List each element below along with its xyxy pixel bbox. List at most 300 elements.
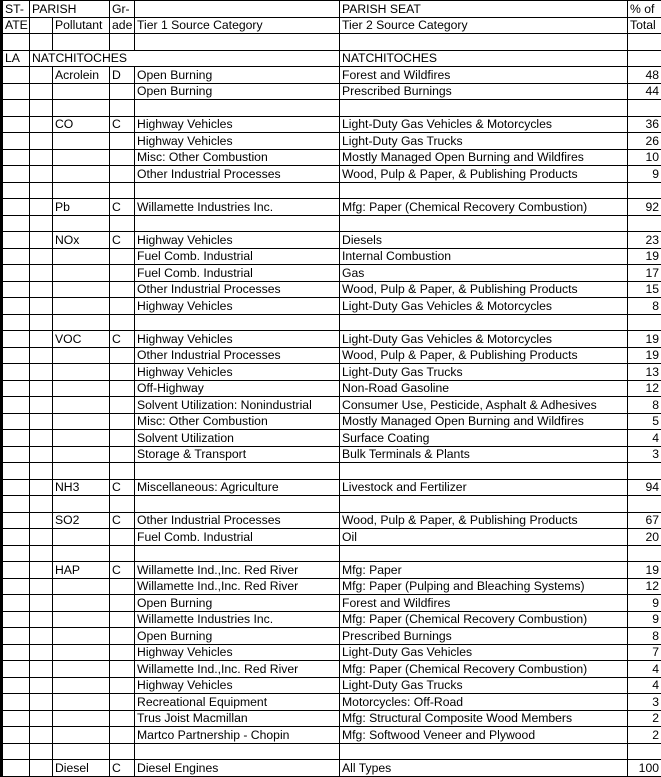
state-cell — [2, 281, 30, 298]
empty-cell — [53, 215, 110, 232]
tier2-cell: Surface Coating — [340, 430, 628, 447]
empty-cell — [2, 100, 30, 117]
tier1-cell: Willamette Ind.,Inc. Red River — [135, 578, 340, 595]
pct-cell: 15 — [628, 281, 661, 298]
pct-cell: 13 — [628, 364, 661, 381]
state-cell — [2, 248, 30, 265]
blank-row — [2, 100, 661, 117]
grade-cell — [110, 149, 135, 166]
pct-cell: 19 — [628, 562, 661, 579]
tier2-cell: Mfg: Paper (Chemical Recovery Combustion) — [340, 199, 628, 216]
table-row — [2, 595, 661, 612]
table-row — [2, 265, 661, 282]
empty-cell — [2, 314, 30, 331]
pollutant-cell: CO — [53, 116, 110, 133]
location-parish-seat: NATCHITOCHES — [340, 50, 628, 67]
empty-cell — [135, 314, 340, 331]
parish-cell — [30, 265, 53, 282]
tier1-cell: Other Industrial Processes — [135, 166, 340, 183]
tier1-cell: Miscellaneous: Agriculture — [135, 479, 340, 496]
state-cell — [2, 364, 30, 381]
pollutant-cell — [53, 397, 110, 414]
empty-cell — [628, 314, 661, 331]
empty-cell — [30, 215, 53, 232]
parish-cell — [30, 67, 53, 84]
table-row — [2, 479, 661, 496]
pollutant-cell — [53, 644, 110, 661]
grade-cell — [110, 694, 135, 711]
empty-cell — [30, 545, 53, 562]
pct-cell: 26 — [628, 133, 661, 150]
state-cell — [2, 116, 30, 133]
header-row-2 — [2, 17, 661, 34]
pollutant-cell: HAP — [53, 562, 110, 579]
header-parish-seat: PARISH SEAT — [340, 1, 628, 18]
table-row — [2, 611, 661, 628]
blank-row — [2, 182, 661, 199]
empty-cell — [340, 182, 628, 199]
grade-cell: C — [110, 331, 135, 348]
parish-cell — [30, 430, 53, 447]
tier2-cell: Motorcycles: Off-Road — [340, 694, 628, 711]
table-row — [2, 512, 661, 529]
parish-cell — [30, 83, 53, 100]
empty-cell — [135, 496, 340, 513]
tier2-cell: Light-Duty Gas Vehicles & Motorcycles — [340, 116, 628, 133]
location-row — [2, 50, 661, 67]
grade-cell — [110, 628, 135, 645]
pct-cell: 3 — [628, 694, 661, 711]
location-state: LA — [2, 50, 30, 67]
state-cell — [2, 529, 30, 546]
blank-row — [2, 463, 661, 480]
empty-cell — [53, 314, 110, 331]
parish-cell — [30, 661, 53, 678]
tier2-cell: Mfg: Softwood Veneer and Plywood — [340, 727, 628, 744]
parish-cell — [30, 578, 53, 595]
tier1-cell: Storage & Transport — [135, 446, 340, 463]
pollutant-cell — [53, 446, 110, 463]
empty-cell — [53, 182, 110, 199]
empty-cell — [110, 743, 135, 760]
grade-cell: C — [110, 199, 135, 216]
blank-row — [2, 496, 661, 513]
parish-cell — [30, 529, 53, 546]
table-row — [2, 727, 661, 744]
empty-cell — [53, 743, 110, 760]
table-row — [2, 529, 661, 546]
empty-cell — [110, 100, 135, 117]
tier1-cell: Trus Joist Macmillan — [135, 710, 340, 727]
pct-cell: 9 — [628, 595, 661, 612]
pct-cell: 12 — [628, 578, 661, 595]
pollutant-cell — [53, 529, 110, 546]
parish-cell — [30, 364, 53, 381]
grade-cell — [110, 166, 135, 183]
pollutant-cell — [53, 265, 110, 282]
pollutant-cell — [53, 149, 110, 166]
table-row — [2, 67, 661, 84]
state-cell — [2, 397, 30, 414]
parish-cell — [30, 133, 53, 150]
tier1-cell: Open Burning — [135, 628, 340, 645]
state-cell — [2, 232, 30, 249]
grade-cell: C — [110, 512, 135, 529]
grade-cell — [110, 529, 135, 546]
pollutant-cell — [53, 166, 110, 183]
table-row — [2, 710, 661, 727]
table-row — [2, 413, 661, 430]
pct-cell: 92 — [628, 199, 661, 216]
state-cell — [2, 380, 30, 397]
tier2-cell: Mfg: Paper (Chemical Recovery Combustion) — [340, 661, 628, 678]
tier2-cell: Non-Road Gasoline — [340, 380, 628, 397]
tier2-cell: Oil — [340, 529, 628, 546]
table-row — [2, 166, 661, 183]
pct-cell: 9 — [628, 611, 661, 628]
table-row — [2, 298, 661, 315]
empty-cell — [110, 314, 135, 331]
tier1-cell: Fuel Comb. Industrial — [135, 529, 340, 546]
grade-cell — [110, 298, 135, 315]
pollutant-cell — [53, 413, 110, 430]
pct-cell: 19 — [628, 331, 661, 348]
state-cell — [2, 67, 30, 84]
tier2-cell: Gas — [340, 265, 628, 282]
empty-cell — [110, 215, 135, 232]
state-cell — [2, 413, 30, 430]
empty-cell — [628, 743, 661, 760]
pollutant-cell — [53, 677, 110, 694]
empty-cell — [53, 496, 110, 513]
header-pct-2: Total — [628, 17, 661, 34]
parish-cell — [30, 397, 53, 414]
tier1-cell: Willamette Industries Inc. — [135, 611, 340, 628]
tier2-cell: Wood, Pulp & Paper, & Publishing Products — [340, 347, 628, 364]
grade-cell: C — [110, 116, 135, 133]
tier2-cell: Prescribed Burnings — [340, 83, 628, 100]
pct-cell: 19 — [628, 347, 661, 364]
pollutant-cell — [53, 661, 110, 678]
grade-cell: C — [110, 760, 135, 777]
tier1-cell: Highway Vehicles — [135, 364, 340, 381]
pollutant-cell: Pb — [53, 199, 110, 216]
blank-row — [2, 743, 661, 760]
state-cell — [2, 644, 30, 661]
empty-cell — [110, 463, 135, 480]
pct-cell: 100 — [628, 760, 661, 777]
tier1-cell: Recreational Equipment — [135, 694, 340, 711]
tier1-cell: Fuel Comb. Industrial — [135, 248, 340, 265]
tier2-cell: Forest and Wildfires — [340, 595, 628, 612]
tier1-cell: Solvent Utilization — [135, 430, 340, 447]
tier2-cell: Light-Duty Gas Trucks — [340, 677, 628, 694]
tier2-cell: Livestock and Fertilizer — [340, 479, 628, 496]
pollutant-cell — [53, 694, 110, 711]
pollutant-cell — [53, 578, 110, 595]
pct-cell: 17 — [628, 265, 661, 282]
parish-cell — [30, 446, 53, 463]
tier2-cell: Wood, Pulp & Paper, & Publishing Products — [340, 512, 628, 529]
tier1-cell: Other Industrial Processes — [135, 512, 340, 529]
table-row — [2, 397, 661, 414]
pct-cell: 9 — [628, 166, 661, 183]
table-row — [2, 347, 661, 364]
pct-cell: 19 — [628, 248, 661, 265]
pct-cell: 23 — [628, 232, 661, 249]
parish-cell — [30, 562, 53, 579]
parish-cell — [30, 694, 53, 711]
grade-cell — [110, 644, 135, 661]
empty-cell — [340, 545, 628, 562]
table-row — [2, 380, 661, 397]
state-cell — [2, 611, 30, 628]
pct-cell: 20 — [628, 529, 661, 546]
empty-cell — [340, 743, 628, 760]
pct-cell: 94 — [628, 479, 661, 496]
table-row — [2, 562, 661, 579]
table-row — [2, 644, 661, 661]
table-row — [2, 133, 661, 150]
table-row — [2, 760, 661, 777]
table-row — [2, 232, 661, 249]
state-cell — [2, 298, 30, 315]
tier1-cell: Open Burning — [135, 595, 340, 612]
empty-cell — [2, 496, 30, 513]
parish-cell — [30, 199, 53, 216]
header-state-2: ATE — [2, 17, 30, 34]
parish-cell — [30, 248, 53, 265]
pollutant-cell — [53, 628, 110, 645]
tier1-cell: Highway Vehicles — [135, 116, 340, 133]
pollutant-cell — [53, 83, 110, 100]
tier1-cell: Willamette Industries Inc. — [135, 199, 340, 216]
pollutant-cell: SO2 — [53, 512, 110, 529]
pollutant-cell: VOC — [53, 331, 110, 348]
state-cell — [2, 83, 30, 100]
tier1-cell: Willamette Ind.,Inc. Red River — [135, 661, 340, 678]
empty-cell — [30, 34, 53, 51]
grade-cell — [110, 446, 135, 463]
header-state-1: ST- — [2, 1, 30, 18]
tier1-cell: Misc: Other Combustion — [135, 413, 340, 430]
header-grade-2: ade — [110, 17, 135, 34]
tier1-cell: Highway Vehicles — [135, 331, 340, 348]
empty-cell — [628, 34, 661, 51]
pct-cell: 12 — [628, 380, 661, 397]
tier2-cell: Mostly Managed Open Burning and Wildfires — [340, 149, 628, 166]
state-cell — [2, 479, 30, 496]
tier2-cell: Light-Duty Gas Trucks — [340, 133, 628, 150]
empty-cell — [53, 545, 110, 562]
header-parish-2 — [30, 17, 53, 34]
grade-cell: D — [110, 67, 135, 84]
pollutant-cell: Diesel — [53, 760, 110, 777]
grade-cell — [110, 661, 135, 678]
header-tier2: Tier 2 Source Category — [340, 17, 628, 34]
parish-cell — [30, 347, 53, 364]
grade-cell — [110, 133, 135, 150]
tier2-cell: All Types — [340, 760, 628, 777]
table-row — [2, 248, 661, 265]
table-row — [2, 116, 661, 133]
state-cell — [2, 347, 30, 364]
empty-cell — [2, 463, 30, 480]
pollutant-cell: NH3 — [53, 479, 110, 496]
header-row-1 — [2, 1, 661, 18]
empty-cell — [340, 100, 628, 117]
header-tier1: Tier 1 Source Category — [135, 17, 340, 34]
empty-cell — [2, 743, 30, 760]
tier1-cell: Off-Highway — [135, 380, 340, 397]
empty-cell — [135, 182, 340, 199]
state-cell — [2, 578, 30, 595]
parish-cell — [30, 413, 53, 430]
pct-cell: 4 — [628, 677, 661, 694]
table-row — [2, 364, 661, 381]
parish-cell — [30, 644, 53, 661]
empty-cell — [110, 496, 135, 513]
empty-cell — [30, 182, 53, 199]
empty-cell — [135, 545, 340, 562]
header-tier1-1 — [135, 1, 340, 18]
empty-cell — [53, 100, 110, 117]
table-row — [2, 331, 661, 348]
empty-cell — [135, 743, 340, 760]
pct-cell: 3 — [628, 446, 661, 463]
grade-cell — [110, 727, 135, 744]
pct-cell: 2 — [628, 727, 661, 744]
tier1-cell: Highway Vehicles — [135, 232, 340, 249]
state-cell — [2, 628, 30, 645]
pollutant-cell — [53, 347, 110, 364]
pct-cell: 5 — [628, 413, 661, 430]
grade-cell — [110, 83, 135, 100]
parish-cell — [30, 479, 53, 496]
state-cell — [2, 694, 30, 711]
state-cell — [2, 199, 30, 216]
pollutant-cell — [53, 248, 110, 265]
grade-cell — [110, 248, 135, 265]
pct-cell: 8 — [628, 298, 661, 315]
state-cell — [2, 760, 30, 777]
parish-cell — [30, 611, 53, 628]
table-row — [2, 628, 661, 645]
empty-cell — [340, 314, 628, 331]
pollutant-cell — [53, 133, 110, 150]
blank-row — [2, 34, 661, 51]
empty-cell — [30, 314, 53, 331]
empty-cell — [340, 34, 628, 51]
tier2-cell: Prescribed Burnings — [340, 628, 628, 645]
grade-cell — [110, 397, 135, 414]
empty-cell — [628, 215, 661, 232]
state-cell — [2, 727, 30, 744]
parish-cell — [30, 677, 53, 694]
table-row — [2, 83, 661, 100]
empty-cell — [340, 463, 628, 480]
empty-cell — [30, 100, 53, 117]
table-row — [2, 677, 661, 694]
empty-cell — [628, 100, 661, 117]
parish-cell — [30, 281, 53, 298]
empty-cell — [135, 100, 340, 117]
tier2-cell: Mfg: Paper — [340, 562, 628, 579]
parish-cell — [30, 760, 53, 777]
pollutant-cell — [53, 611, 110, 628]
parish-cell — [30, 331, 53, 348]
tier2-cell: Mfg: Structural Composite Wood Members — [340, 710, 628, 727]
tier2-cell: Bulk Terminals & Plants — [340, 446, 628, 463]
tier1-cell: Other Industrial Processes — [135, 347, 340, 364]
empty-cell — [110, 545, 135, 562]
grade-cell — [110, 611, 135, 628]
table-row — [2, 661, 661, 678]
grade-cell — [110, 578, 135, 595]
table-row — [2, 578, 661, 595]
parish-cell — [30, 232, 53, 249]
empty-cell — [110, 182, 135, 199]
table-row — [2, 694, 661, 711]
tier2-cell: Consumer Use, Pesticide, Asphalt & Adhesives — [340, 397, 628, 414]
pct-cell: 8 — [628, 628, 661, 645]
parish-cell — [30, 149, 53, 166]
empty-cell — [628, 182, 661, 199]
empty-cell — [628, 50, 661, 67]
grade-cell — [110, 677, 135, 694]
header-pollutant: Pollutant — [53, 17, 110, 34]
tier1-cell: Martco Partnership - Chopin — [135, 727, 340, 744]
empty-cell — [135, 463, 340, 480]
grade-cell — [110, 413, 135, 430]
parish-cell — [30, 512, 53, 529]
parish-cell — [30, 595, 53, 612]
tier1-cell: Open Burning — [135, 83, 340, 100]
tier2-cell: Mostly Managed Open Burning and Wildfires — [340, 413, 628, 430]
empty-cell — [30, 496, 53, 513]
parish-cell — [30, 298, 53, 315]
pollutant-cell — [53, 710, 110, 727]
state-cell — [2, 512, 30, 529]
header-grade-1: Gr- — [110, 1, 135, 18]
grade-cell — [110, 364, 135, 381]
tier2-cell: Forest and Wildfires — [340, 67, 628, 84]
empty-cell — [628, 463, 661, 480]
state-cell — [2, 430, 30, 447]
pollutant-cell: NOx — [53, 232, 110, 249]
table-row — [2, 446, 661, 463]
pct-cell: 4 — [628, 661, 661, 678]
header-pct-1: % of — [628, 1, 661, 18]
table-row — [2, 199, 661, 216]
grade-cell — [110, 380, 135, 397]
state-cell — [2, 677, 30, 694]
tier2-cell: Light-Duty Gas Vehicles & Motorcycles — [340, 298, 628, 315]
tier2-cell: Mfg: Paper (Pulping and Bleaching Systems) — [340, 578, 628, 595]
empty-cell — [2, 215, 30, 232]
pollutant-cell — [53, 430, 110, 447]
tier1-cell: Diesel Engines — [135, 760, 340, 777]
empty-cell — [53, 34, 110, 51]
state-cell — [2, 562, 30, 579]
pct-cell: 2 — [628, 710, 661, 727]
grade-cell — [110, 595, 135, 612]
table-row — [2, 430, 661, 447]
pollutant-cell — [53, 281, 110, 298]
grade-cell: C — [110, 562, 135, 579]
blank-row — [2, 314, 661, 331]
pct-cell: 67 — [628, 512, 661, 529]
